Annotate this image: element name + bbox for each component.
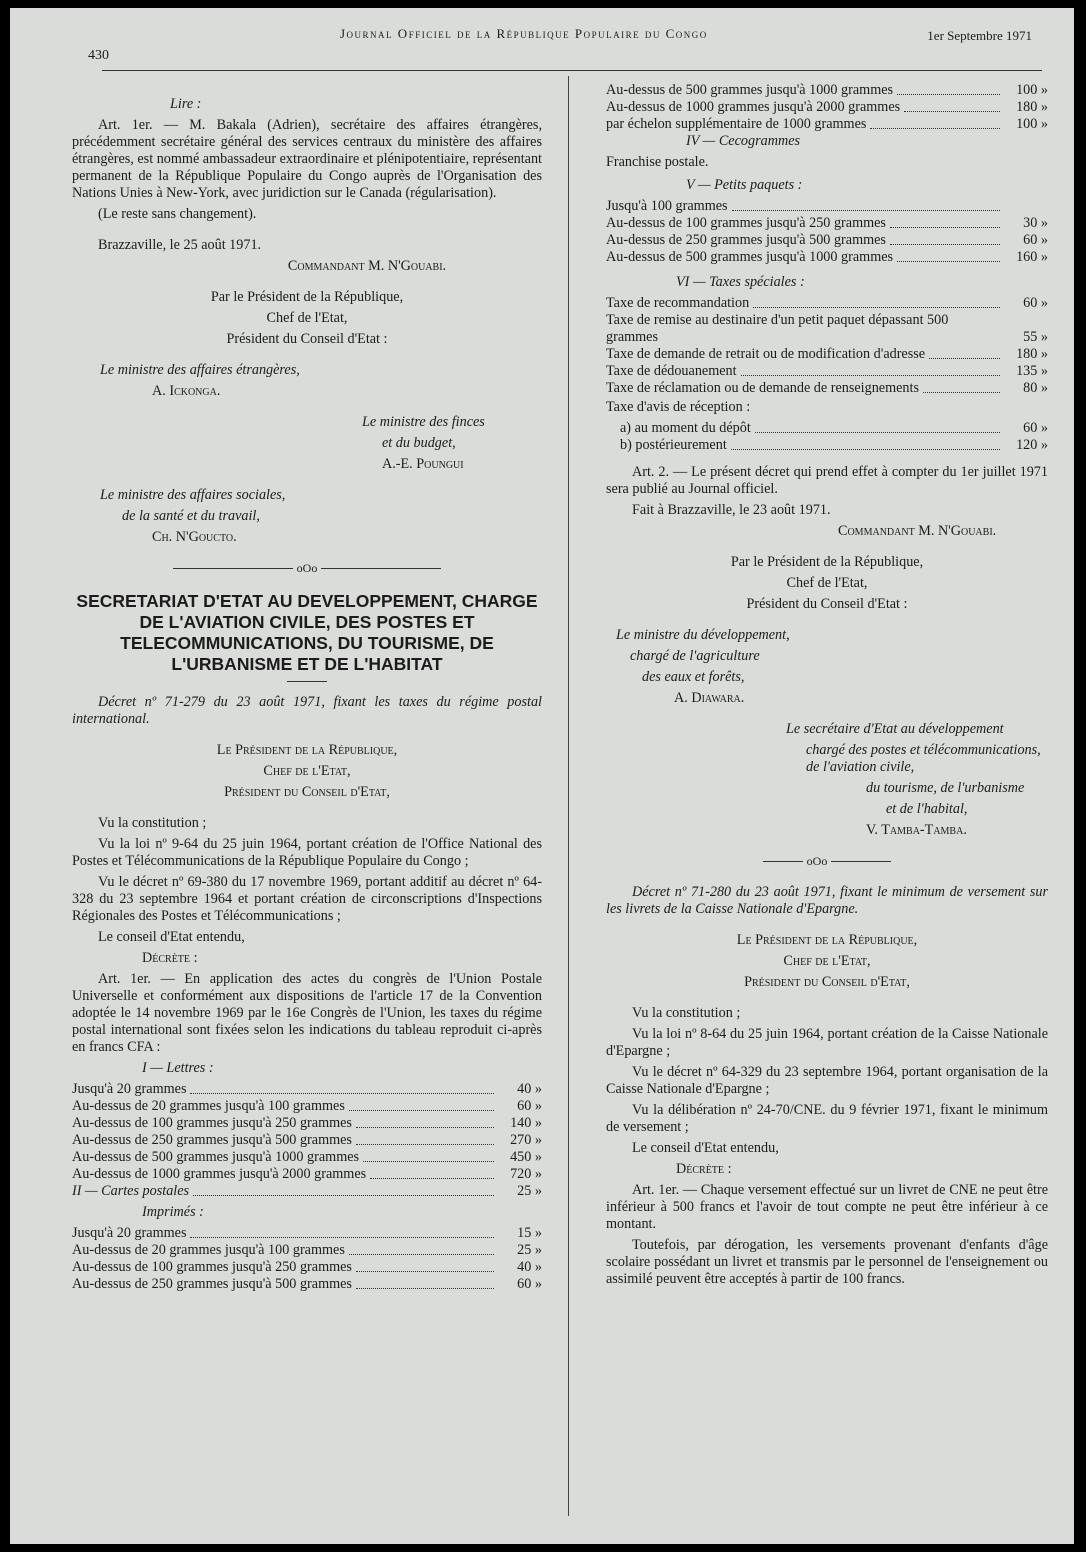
imprimes-row-label: Jusqu'à 20 grammes: [72, 1225, 187, 1241]
taxe-row-label: Taxe de dédouanement: [606, 363, 737, 379]
lettres-heading: I — Lettres :: [142, 1060, 214, 1076]
par-line-2: Chef de l'Etat,: [266, 310, 348, 326]
avis-row: [620, 420, 1048, 437]
imprimes-table: [72, 1225, 542, 1293]
vu2-3: Vu le décret nº 64-329 du 23 septembre 1964, portant organisation de la Caisse Nationale d'Epargne ;: [606, 1064, 1048, 1097]
president2-line-3: Président du Conseil d'Etat,: [744, 974, 910, 990]
imprimes-continued-table: [606, 82, 1048, 133]
franchise: Franchise postale.: [606, 154, 709, 170]
lettres-row-label: Au-dessus de 20 grammes jusqu'à 100 grammes: [72, 1098, 345, 1114]
secretaire-2: chargé des postes et télécommunications, de l'aviation civile,: [806, 742, 1041, 775]
imprimes-row: [72, 1259, 542, 1276]
petits-paquets-heading: V — Petits paquets :: [686, 177, 803, 193]
avis-row: [620, 437, 1048, 454]
minister-3-name: Ch. N'Goucto.: [152, 529, 237, 545]
imprimes-cont-row-label: par échelon supplémentaire de 1000 grammes: [606, 116, 867, 132]
imprimes-cont-row-value: 100 »: [1016, 82, 1048, 98]
art1-cne: Art. 1er. — Chaque versement effectué sur un livret de CNE ne peut être inférieur à 500 francs et l'avoir de tout compte ne peut être inférieur à ce montant.: [606, 1182, 1048, 1232]
fait-a: Fait à Brazzaville, le 23 août 1971.: [632, 502, 831, 518]
right-column: [606, 82, 1048, 1292]
section-ornament: oOo: [72, 560, 542, 577]
secretaire-name: V. Tamba-Tamba.: [866, 822, 967, 838]
avis-row-value: 60 »: [1023, 420, 1048, 436]
lettres-row-label: Au-dessus de 250 grammes jusqu'à 500 grammes: [72, 1132, 352, 1148]
imprimes-row-value: 40 »: [517, 1259, 542, 1275]
imprimes-row-label: Au-dessus de 250 grammes jusqu'à 500 grammes: [72, 1276, 352, 1292]
lettres-table: [72, 1081, 542, 1183]
reste-note: (Le reste sans changement).: [98, 206, 257, 222]
lettres-row: [72, 1132, 542, 1149]
minister-dev-1: Le ministre du développement,: [616, 627, 790, 643]
imprimes-row-label: Au-dessus de 100 grammes jusqu'à 250 grammes: [72, 1259, 352, 1275]
president-line-3: Président du Conseil d'Etat,: [224, 784, 390, 800]
cartes-value: 25 »: [517, 1183, 542, 1199]
imprimes-row-value: 25 »: [517, 1242, 542, 1258]
petits-paquets-table: [606, 198, 1048, 266]
petits-row-label: Jusqu'à 100 grammes: [606, 198, 728, 214]
art1-text: Art. 1er. — M. Bakala (Adrien), secrétaire des affaires étrangères, précédemment secrétaire général des services centraux du ministère des affaires étrangères, est nommé ambassadeur extraordinaire et plénipotentiaire, représentant permanent de la République Populaire du Congo auprès de l'Organisation des Nations Unies à New-York, avec juridiction sur le Canada (régularisation).: [72, 117, 542, 201]
par-right-1: Par le Président de la République,: [730, 554, 924, 570]
minister-3-title-2: de la santé et du travail,: [122, 508, 260, 524]
lettres-row-value: 140 »: [510, 1115, 542, 1131]
decret-title: Décret nº 71-279 du 23 août 1971, fixant les taxes du régime postal international.: [72, 694, 542, 727]
lettres-row: [72, 1149, 542, 1166]
lettres-row-label: Au-dessus de 1000 grammes jusqu'à 2000 grammes: [72, 1166, 367, 1182]
cartes-label: II — Cartes postales: [72, 1183, 190, 1199]
lettres-row: [72, 1115, 542, 1132]
taxe-row-value: 80 »: [1023, 380, 1048, 396]
minister-2-title-2: et du budget,: [382, 435, 456, 451]
art2: Art. 2. — Le présent décret qui prend effet à compter du 1er juillet 1971 sera publié au Journal officiel.: [606, 464, 1048, 497]
lettres-row-value: 40 »: [517, 1081, 542, 1097]
issue-date: 1er Septembre 1971: [927, 28, 1032, 43]
imprimes-cont-row-value: 180 »: [1016, 99, 1048, 115]
art1-application: Art. 1er. — En application des actes du congrès de l'Union Postale Universelle et conformément aux dispositions de l'article 17 de la Convention adoptée le 14 novembre 1969 par le 16e Congrès de l'Union, les taxes du régime postal international sont fixées selon les indications du tableau reproduit ci-après en francs CFA :: [72, 971, 542, 1055]
imprimes-row: [72, 1242, 542, 1259]
cecogrammes-heading: IV — Cecogrammes: [686, 133, 801, 149]
taxe-row-label: Taxe de réclamation ou de demande de renseignements: [606, 380, 919, 396]
lettres-row-label: Au-dessus de 100 grammes jusqu'à 250 grammes: [72, 1115, 352, 1131]
petits-row: [606, 198, 1048, 215]
petits-row-value: 30 »: [1023, 215, 1048, 231]
secretaire-4: et de l'habital,: [886, 801, 968, 817]
taxe-row: [606, 295, 1048, 312]
signatory: Commandant M. N'Gouabi.: [287, 258, 447, 274]
lettres-row-value: 450 »: [510, 1149, 542, 1165]
left-column: [72, 96, 542, 1293]
conseil-entendu: Le conseil d'Etat entendu,: [98, 929, 245, 945]
lettres-row-value: 60 »: [517, 1098, 542, 1114]
lettres-row-value: 720 »: [510, 1166, 542, 1182]
avis-heading: Taxe d'avis de réception :: [606, 399, 751, 415]
taxe-row: [606, 312, 1048, 346]
minister-2-title-1: Le ministre des finces: [362, 414, 485, 430]
vu-2: Vu la loi nº 9-64 du 25 juin 1964, portant création de l'Office National des Postes et Télécommunications de la République Populaire du Congo ;: [72, 836, 542, 869]
imprimes-row: [72, 1276, 542, 1293]
president-line-1: Le Président de la République,: [216, 742, 398, 758]
lettres-row-label: Jusqu'à 20 grammes: [72, 1081, 187, 1097]
taxe-row-value: 180 »: [1016, 346, 1048, 362]
petits-row: [606, 215, 1048, 232]
imprimes-row-value: 60 »: [517, 1276, 542, 1292]
place-date: Brazzaville, le 25 août 1971.: [98, 237, 262, 253]
imprimes-row-value: 15 »: [517, 1225, 542, 1241]
imprimes-cont-row: [606, 99, 1048, 116]
minister-3-title-1: Le ministre des affaires sociales,: [100, 487, 286, 503]
minister-dev-name: A. Diawara.: [674, 690, 745, 706]
petits-row-value: 60 »: [1023, 232, 1048, 248]
minister-1-title: Le ministre des affaires étrangères,: [100, 362, 300, 378]
page-header: [10, 8, 1074, 78]
secretaire-1: Le secrétaire d'Etat au développement: [786, 721, 1004, 737]
lettres-row-label: Au-dessus de 500 grammes jusqu'à 1000 grammes: [72, 1149, 360, 1165]
vu-1: Vu la constitution ;: [98, 815, 207, 831]
par-right-3: Président du Conseil d'Etat :: [746, 596, 908, 612]
decret2-title: Décret nº 71-280 du 23 août 1971, fixant le minimum de versement sur les livrets de la Caisse Nationale d'Epargne.: [606, 884, 1048, 917]
taxe-row-value: 55 »: [1023, 329, 1048, 345]
decrete: Décrète :: [142, 950, 198, 966]
vu-3: Vu le décret nº 69-380 du 17 novembre 1969, portant additif au décret nº 64-328 du 23 septembre 1964 et portant création de circonscriptions d'Inspections Régionales des Postes et Télécommunications ;: [72, 874, 542, 924]
taxe-row: [606, 346, 1048, 363]
minister-1-name: A. Ickonga.: [152, 383, 221, 399]
heading-rule: [287, 681, 327, 682]
journal-title: Journal Officiel de la République Populaire du Congo: [340, 26, 708, 41]
lettres-row-value: 270 »: [510, 1132, 542, 1148]
imprimes-cont-row: [606, 82, 1048, 99]
imprimes-cont-row: [606, 116, 1048, 133]
imprimes-cont-row-value: 100 »: [1016, 116, 1048, 132]
avis-table: [606, 420, 1048, 454]
section-heading: SECRETARIAT D'ETAT AU DEVELOPPEMENT, CHARGE DE L'AVIATION CIVILE, DES POSTES ET TELECOMMUNICATIONS, DU TOURISME, DE L'URBANISME ET DE L'HABITAT: [76, 591, 538, 674]
taxe-row-label: Taxe de demande de retrait ou de modification d'adresse: [606, 346, 926, 362]
president2-line-1: Le Président de la République,: [736, 932, 918, 948]
imprimes-cont-row-label: Au-dessus de 1000 grammes jusqu'à 2000 grammes: [606, 99, 901, 115]
minister-dev-3: des eaux et forêts,: [642, 669, 745, 685]
vu2-4: Vu la délibération nº 24-70/CNE. du 9 février 1971, fixant le minimum de versement ;: [606, 1102, 1048, 1135]
taxe-row-label: Taxe de remise au destinaire d'un petit paquet dépassant 500 grammes: [606, 312, 949, 345]
signatory-right: Commandant M. N'Gouabi.: [838, 523, 997, 539]
section-ornament-right: oOo: [606, 853, 1048, 870]
imprimes-heading: Imprimés :: [142, 1204, 204, 1220]
taxe-row-value: 60 »: [1023, 295, 1048, 311]
decrete-2: Décrète :: [676, 1161, 732, 1177]
taxes-heading: VI — Taxes spéciales :: [676, 274, 805, 290]
lettres-row: [72, 1098, 542, 1115]
petits-row-label: Au-dessus de 250 grammes jusqu'à 500 grammes: [606, 232, 886, 248]
avis-row-value: 120 »: [1016, 437, 1048, 453]
conseil-entendu-2: Le conseil d'Etat entendu,: [632, 1140, 779, 1156]
journal-page: [10, 8, 1074, 1544]
taxe-row: [606, 380, 1048, 397]
taxe-row: [606, 363, 1048, 380]
taxe-row-value: 135 »: [1016, 363, 1048, 379]
president2-line-2: Chef de l'Etat,: [783, 953, 871, 969]
toutefois: Toutefois, par dérogation, les versements provenant d'enfants d'âge scolaire possédant un livret et transmis par le personnel de l'enseignement ou assimilé peuvent être acceptés à partir de 100 francs.: [606, 1237, 1048, 1287]
minister-2-name: A.-E. Poungui: [382, 456, 464, 472]
taxe-row-label: Taxe de recommandation: [606, 295, 750, 311]
par-line-1: Par le Président de la République,: [210, 289, 404, 305]
lire-label: Lire :: [170, 96, 202, 112]
imprimes-cont-row-label: Au-dessus de 500 grammes jusqu'à 1000 grammes: [606, 82, 894, 98]
petits-row: [606, 249, 1048, 266]
cartes-row: [72, 1183, 542, 1200]
column-divider: [568, 76, 569, 1516]
page-number: 430: [88, 48, 109, 63]
par-right-2: Chef de l'Etat,: [786, 575, 868, 591]
avis-row-label: a) au moment du dépôt: [620, 420, 751, 436]
header-rule: [102, 70, 1042, 71]
secretaire-3: du tourisme, de l'urbanisme: [866, 780, 1025, 796]
petits-row: [606, 232, 1048, 249]
president-line-2: Chef de l'Etat,: [263, 763, 351, 779]
petits-row-value: 160 »: [1016, 249, 1048, 265]
imprimes-row-label: Au-dessus de 20 grammes jusqu'à 100 grammes: [72, 1242, 345, 1258]
vu2-2: Vu la loi nº 8-64 du 25 juin 1964, portant création de la Caisse Nationale d'Epargne ;: [606, 1026, 1048, 1059]
minister-dev-2: chargé de l'agriculture: [630, 648, 760, 664]
lettres-row: [72, 1081, 542, 1098]
lettres-row: [72, 1166, 542, 1183]
vu2-1: Vu la constitution ;: [632, 1005, 741, 1021]
taxes-table: [606, 295, 1048, 397]
avis-row-label: b) postérieurement: [620, 437, 727, 453]
petits-row-label: Au-dessus de 500 grammes jusqu'à 1000 grammes: [606, 249, 894, 265]
imprimes-row: [72, 1225, 542, 1242]
petits-row-label: Au-dessus de 100 grammes jusqu'à 250 grammes: [606, 215, 886, 231]
par-line-3: Président du Conseil d'Etat :: [226, 331, 388, 347]
